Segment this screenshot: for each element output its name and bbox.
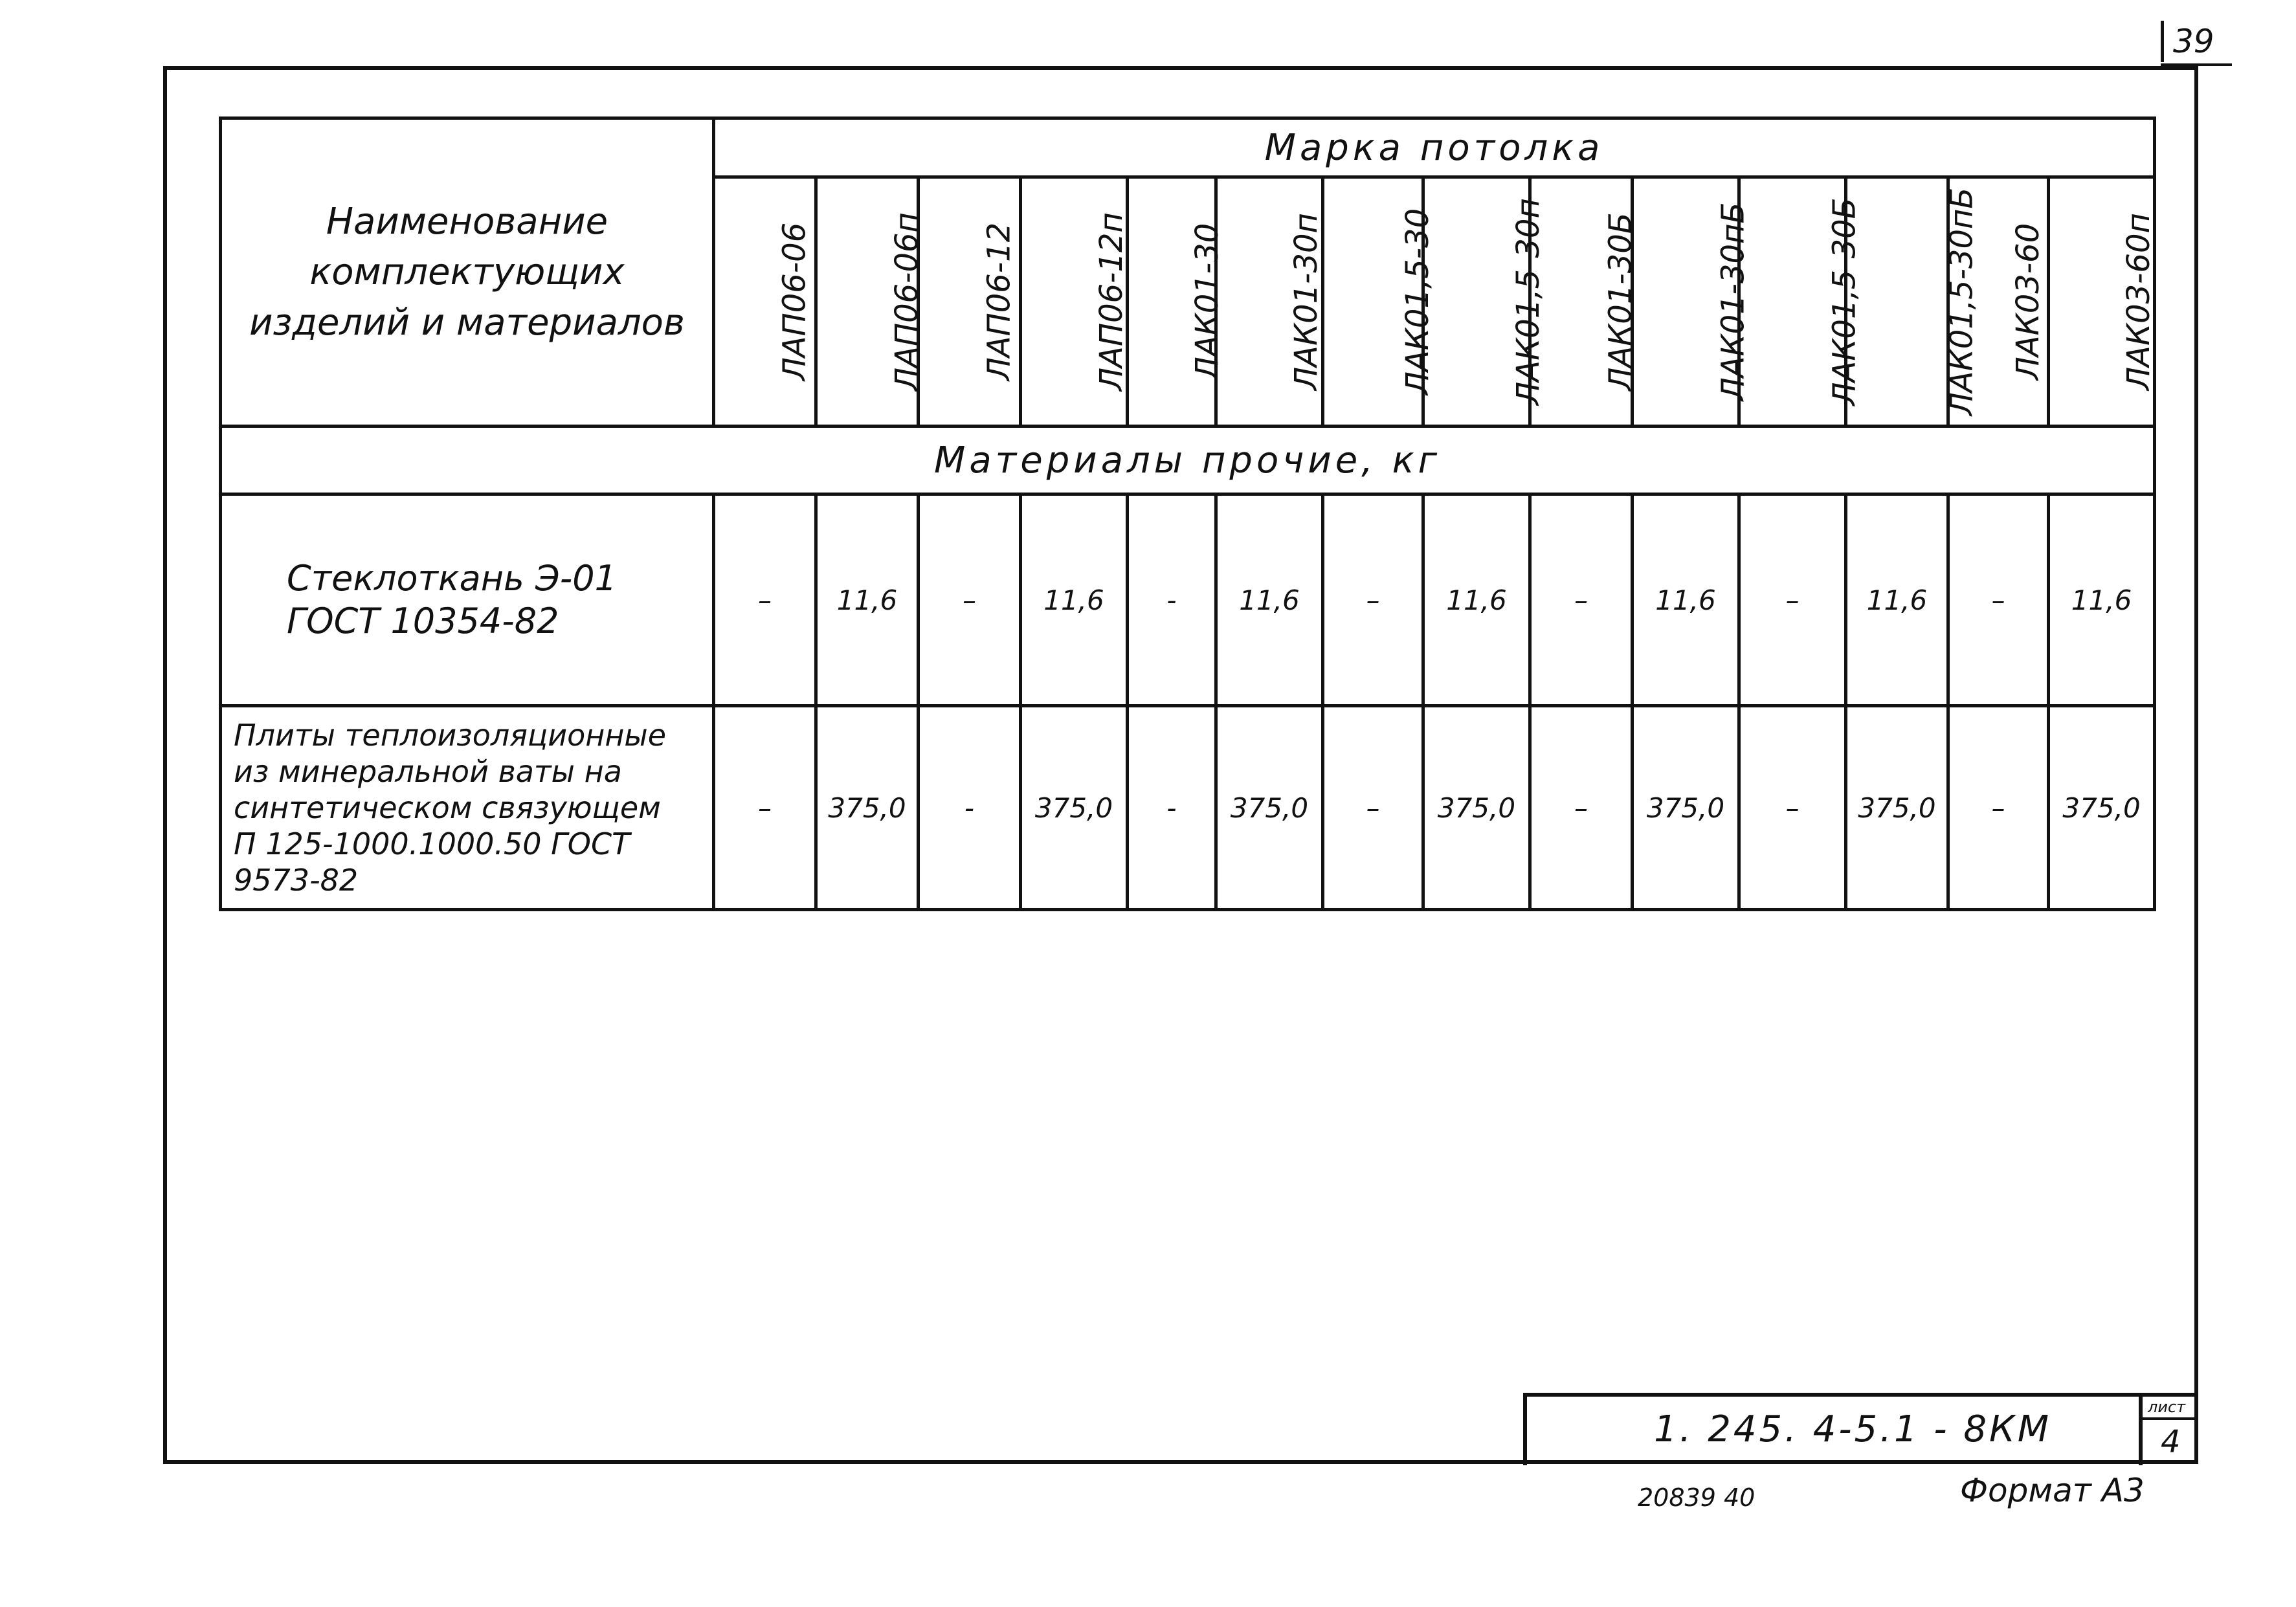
value-cell: – bbox=[1948, 706, 2049, 910]
column-header-label: ЛАП06-06 bbox=[776, 222, 813, 381]
column-header bbox=[1021, 177, 1128, 427]
column-header-label: ЛАК01,5-30пБ bbox=[1943, 187, 1980, 416]
value-cell: 11,6 bbox=[1021, 494, 1128, 706]
value-cell: – bbox=[1530, 706, 1633, 910]
column-header-label: ЛАК01,5-30 bbox=[1399, 208, 1436, 395]
row-name-line: Плиты теплоизоляционные bbox=[234, 718, 667, 753]
ceiling-grade-header: Марка потолка bbox=[714, 118, 2155, 177]
row-name-cell bbox=[221, 494, 714, 706]
name-header-line: комплектующих bbox=[309, 250, 625, 293]
column-header-label: ЛАК01-30пБ bbox=[1715, 202, 1752, 401]
value-cell: 11,6 bbox=[1216, 494, 1323, 706]
column-header-label: ЛАП06-12 bbox=[981, 222, 1018, 381]
value-cell: – bbox=[1739, 494, 1846, 706]
column-header bbox=[1423, 177, 1546, 427]
sheet-number: 4 bbox=[2161, 1424, 2181, 1460]
column-header bbox=[816, 177, 925, 427]
paper-format: Формат А3 bbox=[1960, 1472, 2145, 1509]
column-header-label: ЛАП06-06п bbox=[888, 212, 925, 391]
row-name-line: П 125-1000.1000.50 ГОСТ 9573-82 bbox=[234, 826, 630, 898]
value-cell: – bbox=[714, 494, 816, 706]
row-name-line: синтетическом связующем bbox=[234, 790, 661, 825]
value-cell: – bbox=[919, 494, 1021, 706]
column-header-label: ЛАК03-60 bbox=[2010, 223, 2047, 381]
specification-table bbox=[219, 116, 2156, 911]
column-header-label: ЛАК01-30 bbox=[1189, 223, 1226, 381]
page-number: 39 bbox=[2161, 21, 2225, 62]
value-cell: - bbox=[919, 706, 1021, 910]
document-code: 1. 245. 4-5.1 - 8КМ bbox=[1654, 1408, 2052, 1450]
value-cell: – bbox=[1323, 494, 1423, 706]
column-header bbox=[1739, 177, 1863, 427]
value-cell: 11,6 bbox=[2049, 494, 2155, 706]
row-name-line: из минеральной ваты на bbox=[234, 754, 622, 789]
name-header-cell bbox=[221, 118, 714, 427]
value-cell: – bbox=[714, 706, 816, 910]
value-cell: - bbox=[1128, 706, 1216, 910]
column-header-label: ЛАК01,5-30Б bbox=[1826, 197, 1863, 406]
column-header bbox=[919, 177, 1021, 427]
value-cell: 375,0 bbox=[2049, 706, 2155, 910]
value-cell: 375,0 bbox=[816, 706, 919, 910]
column-header-label: ЛАК01-30п bbox=[1287, 213, 1324, 390]
row-name-cell bbox=[221, 706, 714, 910]
column-header bbox=[1216, 177, 1323, 427]
value-cell: – bbox=[1530, 494, 1633, 706]
value-cell: - bbox=[1128, 494, 1216, 706]
value-cell: 11,6 bbox=[1633, 494, 1739, 706]
column-header bbox=[1633, 177, 1752, 427]
value-cell: 375,0 bbox=[1846, 706, 1948, 910]
column-header bbox=[2049, 177, 2155, 427]
table-row bbox=[221, 706, 2155, 910]
column-header bbox=[1128, 177, 1226, 427]
section-title: Материалы прочие, кг bbox=[221, 427, 2155, 494]
column-header-label: ЛАК01-30Б bbox=[1602, 212, 1639, 391]
value-cell: 11,6 bbox=[1423, 494, 1530, 706]
column-header-label: ЛАК01,5-30п bbox=[1510, 198, 1546, 405]
table-row bbox=[221, 494, 2155, 706]
name-header-line: изделий и материалов bbox=[249, 301, 685, 344]
value-cell: – bbox=[1948, 494, 2049, 706]
column-header-label: ЛАК03-60п bbox=[2120, 213, 2157, 390]
value-cell: 11,6 bbox=[816, 494, 919, 706]
value-cell: – bbox=[1739, 706, 1846, 910]
name-header-line: Наименование bbox=[326, 200, 608, 243]
value-cell: 375,0 bbox=[1216, 706, 1323, 910]
value-cell: 375,0 bbox=[1021, 706, 1128, 910]
column-header bbox=[1323, 177, 1436, 427]
column-header-label: ЛАП06-12п bbox=[1093, 212, 1130, 391]
row-name-line: Стеклоткань Э-01 bbox=[287, 558, 617, 599]
sheet-label: лист bbox=[2148, 1398, 2186, 1416]
row-name-line: ГОСТ 10354-82 bbox=[287, 601, 559, 641]
sheet-cell-divider bbox=[2139, 1417, 2197, 1420]
value-cell: – bbox=[1323, 706, 1423, 910]
column-header bbox=[714, 177, 816, 427]
archive-number: 20839 40 bbox=[1638, 1483, 1755, 1512]
value-cell: 375,0 bbox=[1633, 706, 1739, 910]
value-cell: 11,6 bbox=[1846, 494, 1948, 706]
value-cell: 375,0 bbox=[1423, 706, 1530, 910]
